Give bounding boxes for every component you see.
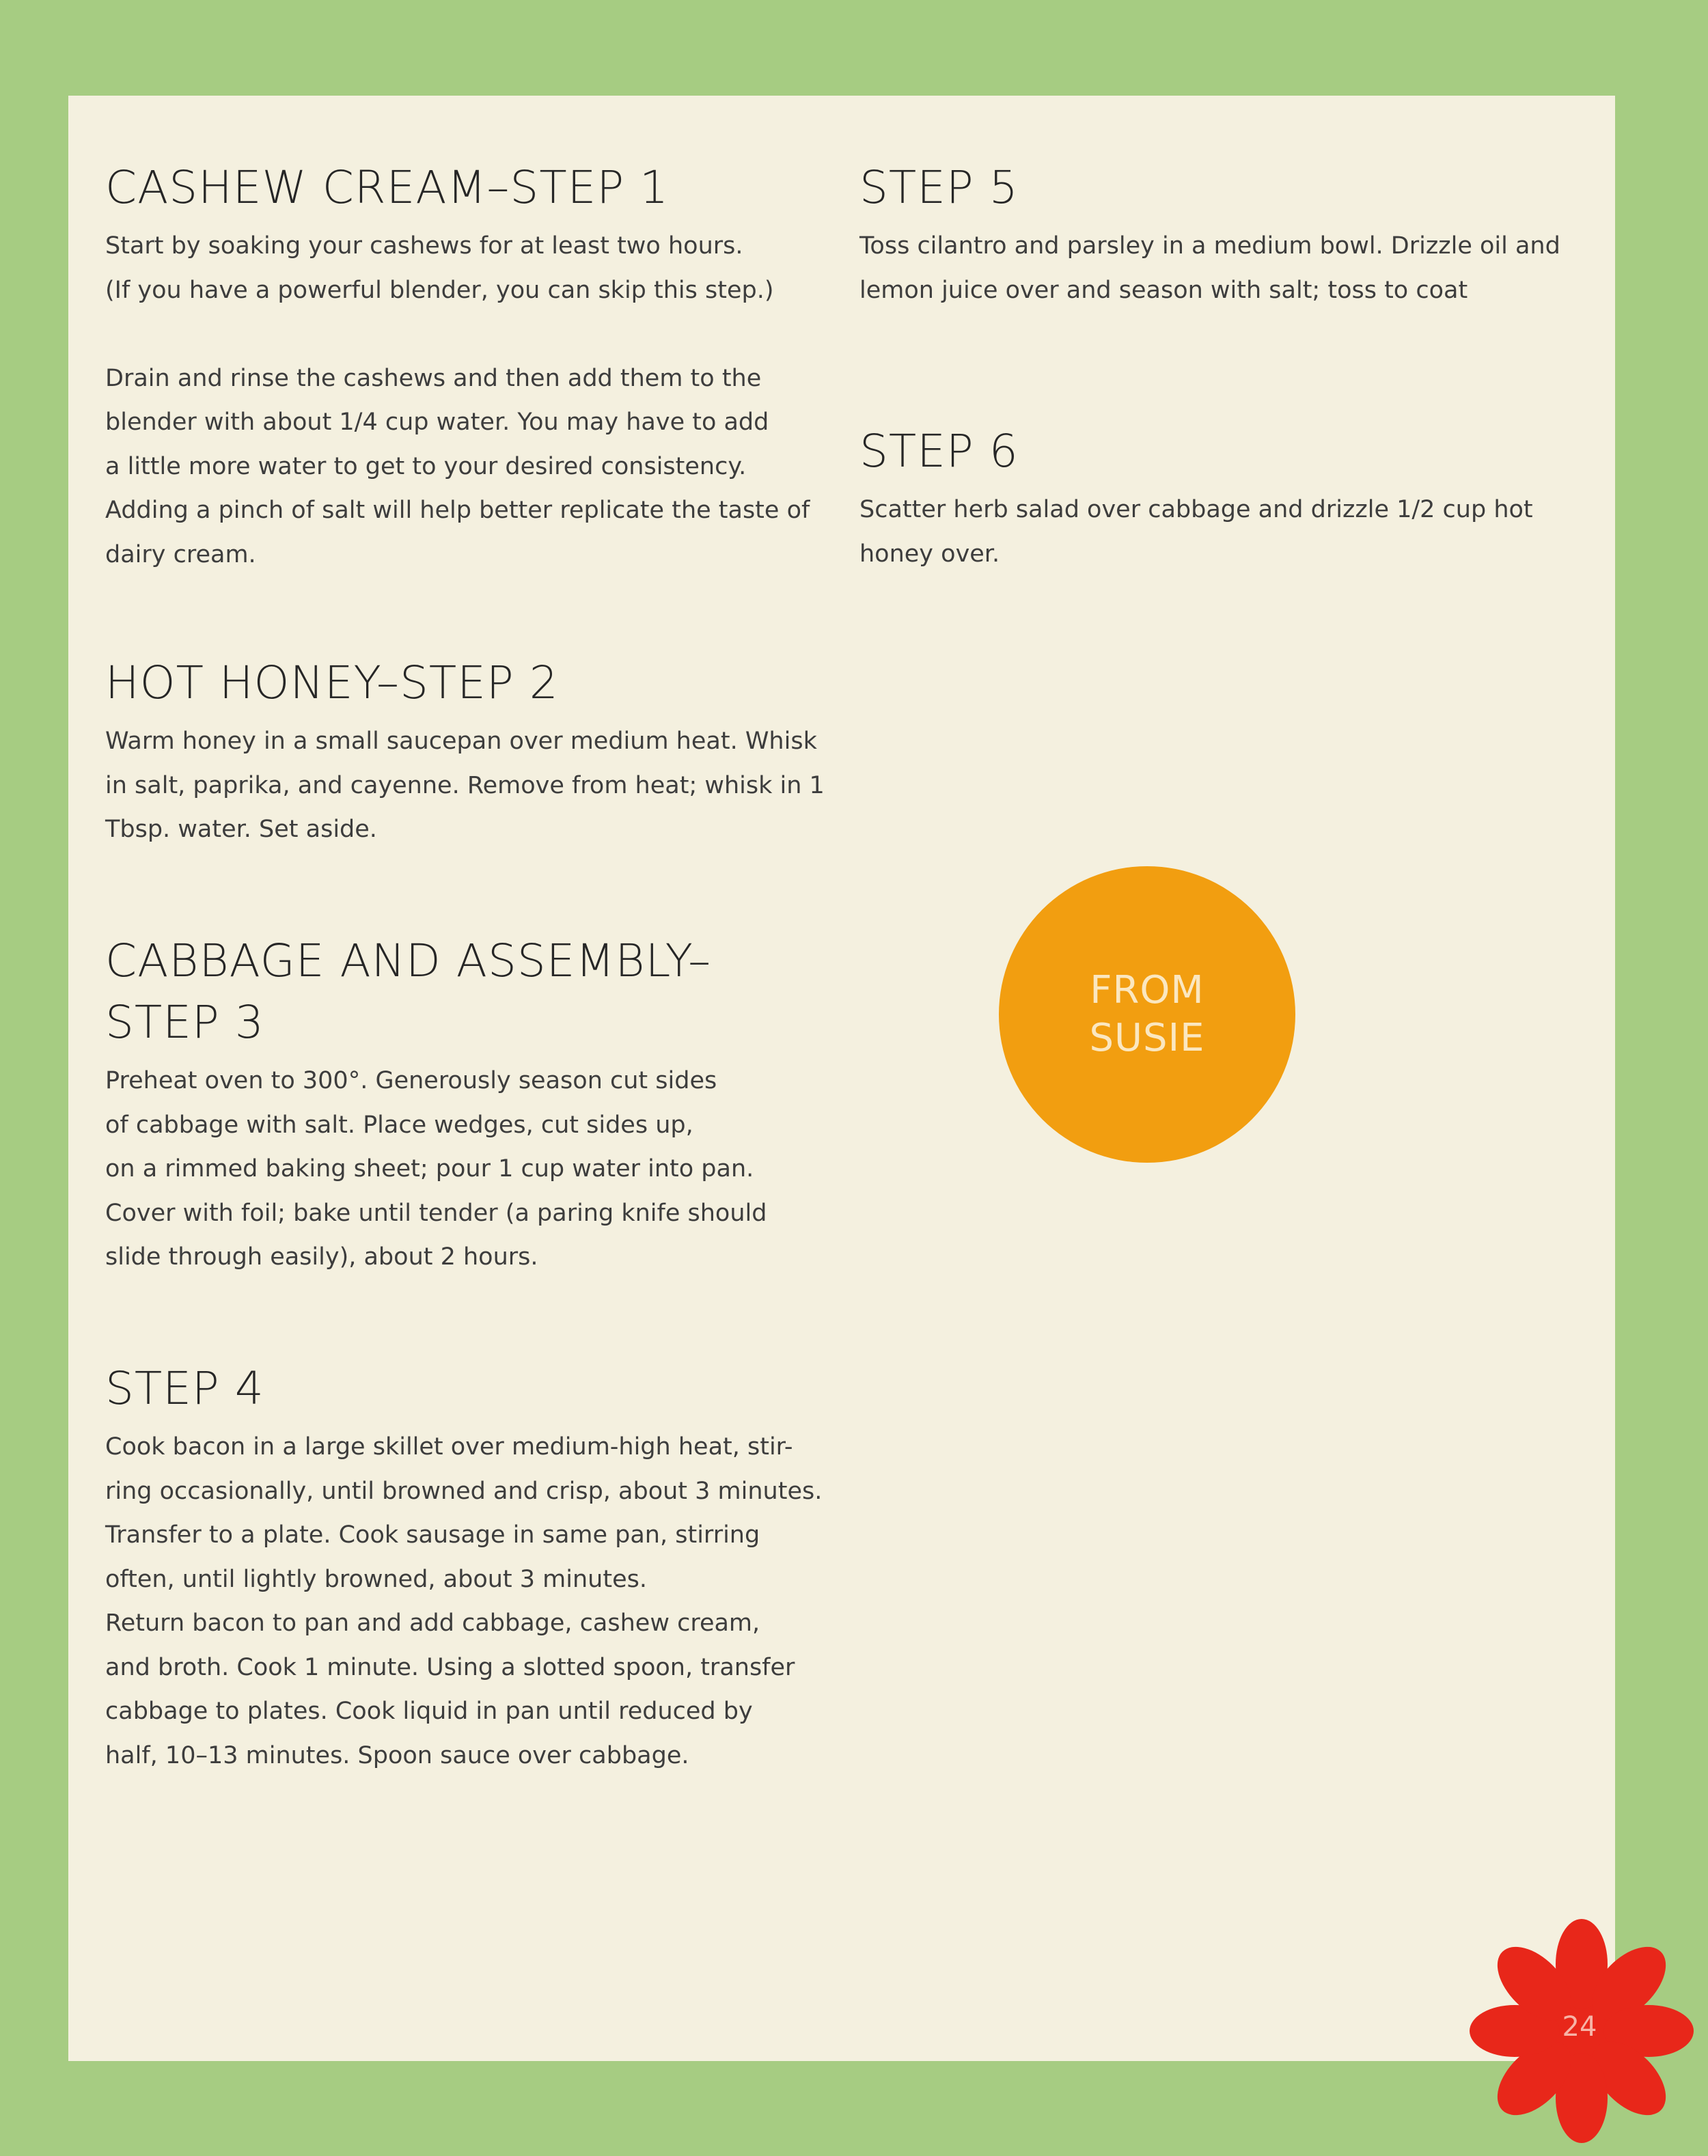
badge-line-2: SUSIE (1089, 1016, 1205, 1060)
section-heading: HOT HONEY–STEP 2 (105, 657, 559, 709)
page-number: 24 (1562, 2011, 1597, 2043)
section-cabbage-assembly (105, 930, 898, 1280)
section-hot-honey (105, 652, 898, 852)
section-heading: CASHEW CREAM–STEP 1 (105, 161, 670, 214)
section-step-4 (105, 1358, 898, 1778)
section-body: Start by soaking your cashews for at least two hours. (If you have a powerful blender, you can skip this step.) Drain and rinse the cashews and then add them to the blender with about 1/4 cup water. You may have to add a little more water to get to your desired consistency. Adding a pinch of salt will help better replicate the taste of dairy cream. (105, 232, 810, 568)
section-body: Scatter herb salad over cabbage and drizzle 1/2 cup hot honey over. (859, 496, 1533, 568)
section-cashew-cream (105, 157, 898, 577)
from-susie-badge (999, 866, 1295, 1163)
section-step-6 (859, 421, 1570, 576)
section-heading: CABBAGE AND ASSEMBLY– STEP 3 (105, 935, 712, 1049)
recipe-page (68, 96, 1615, 2061)
section-body: Preheat oven to 300°. Generously season cut sides of cabbage with salt. Place wedges, cut sides up, on a rimmed baking sheet; pour 1 cup water into pan. Cover with foil; bake until tender (a paring knife should slide through easily), about 2 hours. (105, 1067, 767, 1271)
section-body: Warm honey in a small saucepan over medium heat. Whisk in salt, paprika, and cayenne. Remove from heat; whisk in 1 Tbsp. water. Set aside. (105, 728, 825, 843)
section-body: Cook bacon in a large skillet over medium-high heat, stir- ring occasionally, until browned and crisp, about 3 minutes. Transfer to a plate. Cook sausage in same pan, stirring often, until lightly browned, about 3 minutes. Return bacon to pan and add cabbage, cashew cream, and broth. Cook 1 minute. Using a slotted spoon, transfer cabbage to plates. Cook liquid in pan until reduced by half, 10–13 minutes. Spoon sauce over cabbage. (105, 1433, 823, 1769)
section-body: Toss cilantro and parsley in a medium bowl. Drizzle oil and lemon juice over and season with salt; toss to coat (859, 232, 1560, 304)
section-heading: STEP 4 (105, 1362, 264, 1415)
section-step-5 (859, 157, 1570, 312)
section-heading: STEP 6 (859, 425, 1019, 478)
section-heading: STEP 5 (859, 161, 1019, 214)
badge-line-1: FROM (1090, 968, 1204, 1012)
